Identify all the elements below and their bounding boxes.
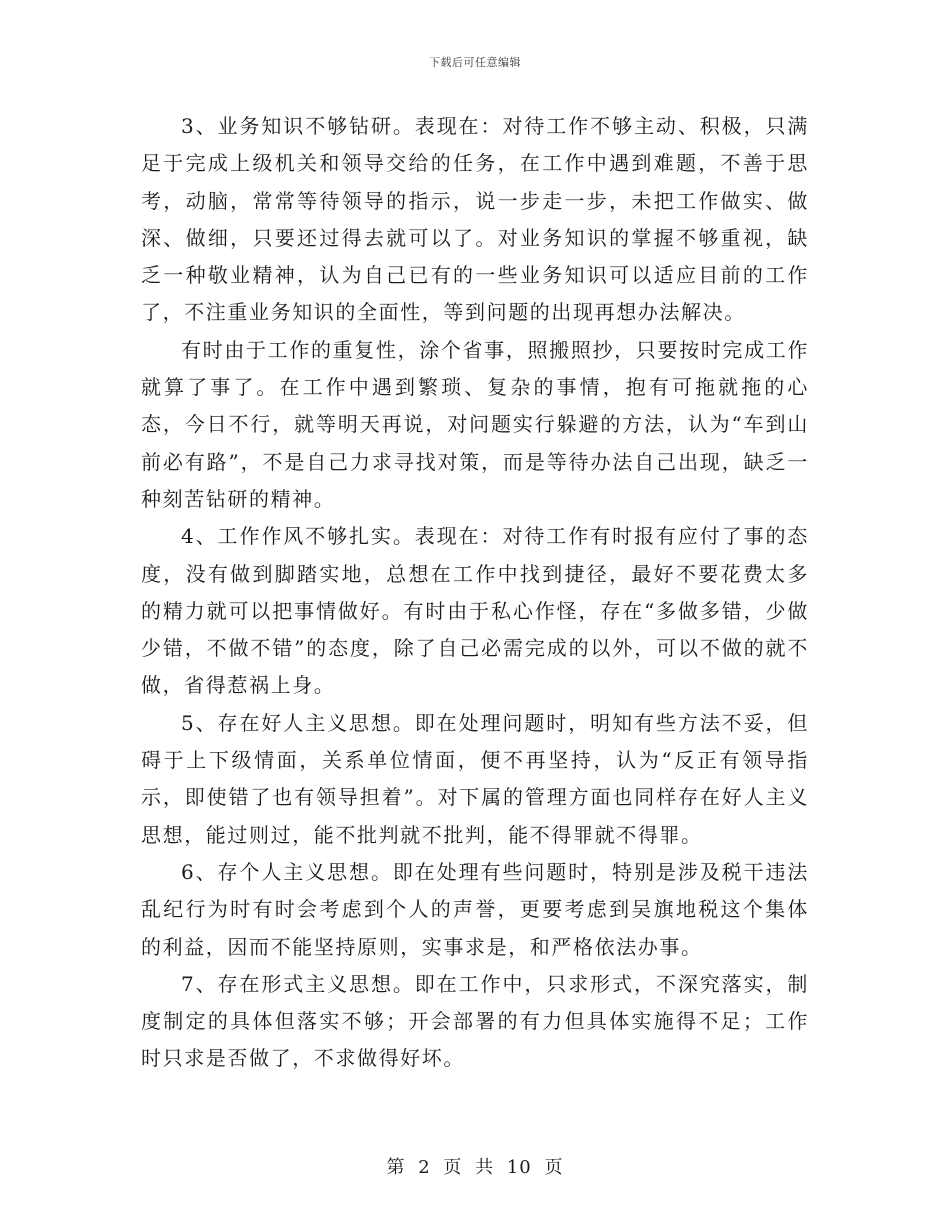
paragraph-item-3: 3、业务知识不够钻研。表现在：对待工作不够主动、积极，只满足于完成上级机关和领导交给的任务，在工作中遇到难题，不善于思考，动脑，常常等待领导的指示，说一步走一步，未把工作做实、做深、做细，只要还过得去就可以了。对业务知识的掌握不够重视，缺乏一种敬业精神，认为自己已有的一些业务知识可以适应目前的工作了，不注重业务知识的全面性，等到问题的出现再想办法解决。 bbox=[141, 114, 809, 325]
paragraph-item-5: 5、存在好人主义思想。即在处理问题时，明知有些方法不妥，但碍于上下级情面，关系单位情面，便不再坚持，认为“反正有领导指示，即使错了也有领导担着”。对下属的管理方面也同样存在好人主义思想，能过则过，能不批判就不批判，能不得罪就不得罪。 bbox=[141, 710, 809, 847]
document-body bbox=[141, 108, 809, 1078]
page-number-footer: 第 2 页 共 10 页 bbox=[386, 1157, 564, 1178]
paragraph-item-7: 7、存在形式主义思想。即在工作中，只求形式，不深究落实，制度制定的具体但落实不够；开会部署的有力但具体实施得不足；工作时只求是否做了，不求做得好坏。 bbox=[141, 971, 809, 1071]
paragraph-item-6: 6、存个人主义思想。即在处理有些问题时，特别是涉及税干违法乱纪行为时有时会考虑到个人的声誉，更要考虑到吴旗地税这个集体的利益，因而不能坚持原则，实事求是，和严格依法办事。 bbox=[141, 859, 809, 959]
paragraph-item-4: 4、工作作风不够扎实。表现在：对待工作有时报有应付了事的态度，没有做到脚踏实地，总想在工作中找到捷径，最好不要花费太多的精力就可以把事情做好。有时由于私心作怪，存在“多做多错，少做少错，不做不错”的态度，除了自己必需完成的以外，可以不做的就不做，省得惹祸上身。 bbox=[141, 524, 809, 698]
paragraph-repetitive-work: 有时由于工作的重复性，涂个省事，照搬照抄，只要按时完成工作就算了事了。在工作中遇到繁琐、复杂的事情，抱有可拖就拖的心态，今日不行，就等明天再说，对问题实行躲避的方法，认为“车到山前必有路”，不是自己力求寻找对策，而是等待办法自己出现，缺乏一种刻苦钻研的精神。 bbox=[141, 337, 809, 511]
header-note: 下载后可任意编辑 bbox=[429, 56, 521, 69]
